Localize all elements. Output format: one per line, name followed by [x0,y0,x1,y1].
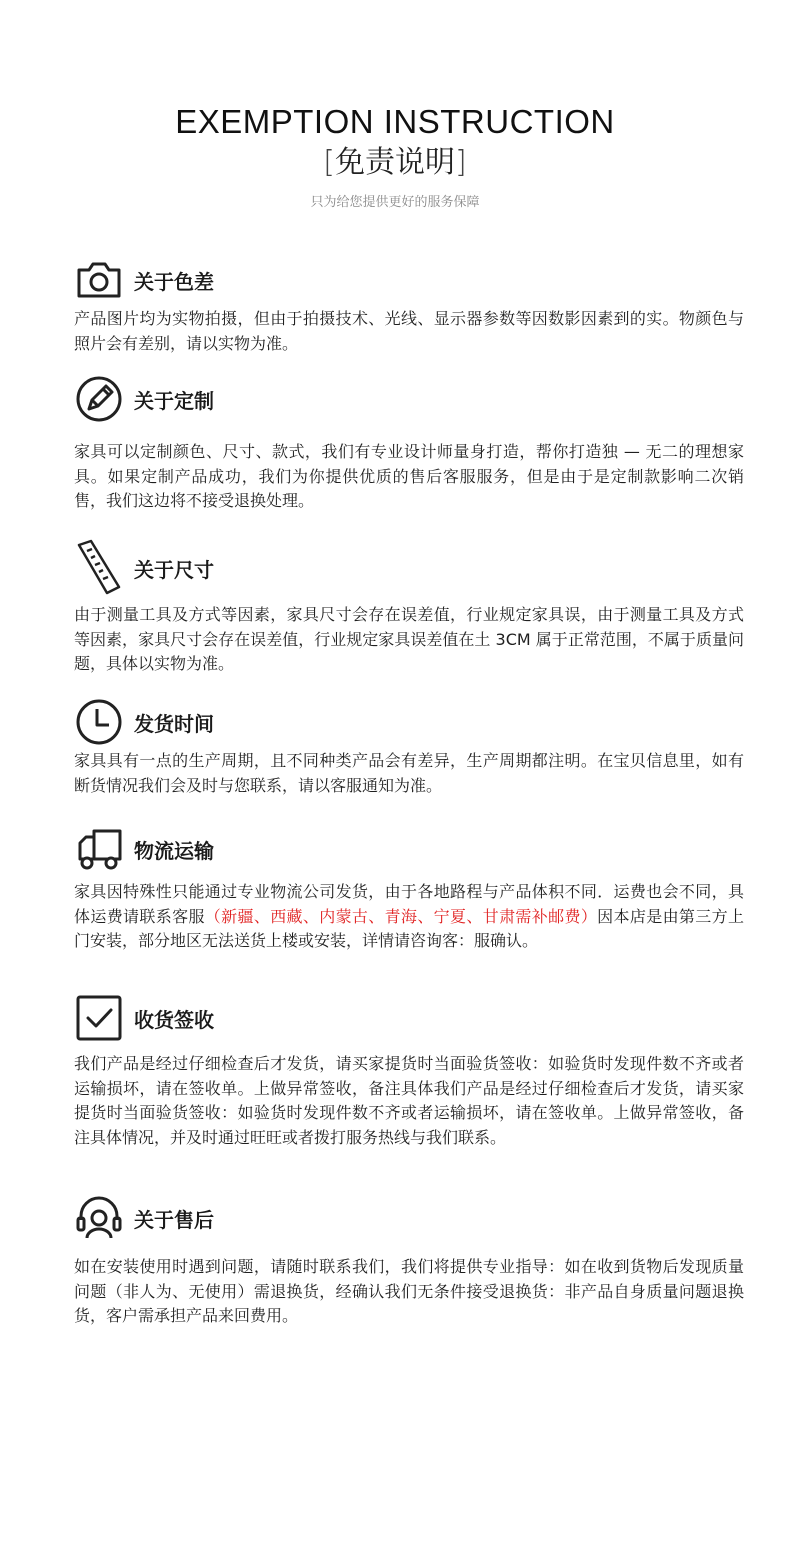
title-english: EXEMPTION INSTRUCTION [175,103,615,140]
section-dimensions [74,543,744,677]
section-delivery-time [74,697,744,798]
section-customization [74,374,744,514]
checkbox-icon [74,993,124,1043]
section-body: 家具具有一点的生产周期，且不同种类产品会有差异，生产周期都注明。在宝贝信息里，如有断货情况我们会及时与您联系，请以客服通知为准。 [74,751,744,795]
section-body: 如在安装使用时遇到问题，请随时联系我们，我们将提供专业指导：如在收到货物后发现质量问题（非人为、无使用）需退换货，经确认我们无条件接受退换货：非产品自身质量问题退换货，客户需承担产品来回费用。 [74,1257,744,1325]
headset-icon [74,1193,124,1243]
section-header [74,1193,744,1243]
section-header [74,993,744,1043]
section-title: 关于尺寸 [134,557,214,582]
section-title: 收货签收 [134,1007,214,1032]
page-header [0,103,790,210]
section-header [74,824,744,874]
section-header [74,374,744,424]
pencil-icon [74,374,124,424]
subtitle: 只为给您提供更好的服务保障 [310,195,480,210]
bracket-close: ] [455,145,467,180]
section-after-sales [74,1193,744,1329]
section-title: 关于定制 [134,388,214,413]
section-body: 由于测量工具及方式等因素，家具尺寸会存在误差值，行业规定家具误，由于测量工具及方式等因素，家具尺寸会存在误差值，行业规定家具误差值在土 3CM 属于正常范围，不属于质量问题，具体以实物为准。 [74,605,744,673]
truck-icon [74,824,124,874]
section-body: 产品图片均为实物拍摄，但由于拍摄技术、光线、显示器参数等因数影因素到的实。物颜色与照片会有差别，请以实物为准。 [74,309,744,353]
bracket-open: [ [323,145,335,180]
section-header [74,543,744,593]
section-body: 我们产品是经过仔细检查后才发货，请买家提货时当面验货签收：如验货时发现件数不齐或者运输损坏，请在签收单。上做异常签收，备注具体我们产品是经过仔细检查后才发货，请买家提货时当面验货签收：如验货时发现件数不齐或者运输损坏，请在签收单。上做异常签收，备注具体情况，并及时通过旺旺或者拨打服务热线与我们联系。 [74,1054,744,1147]
title-chinese-text: 免责说明 [335,145,455,180]
section-body: 家具可以定制颜色、尺寸、款式，我们有专业设计师量身打造，帮你打造独 — 无二的理想家具。如果定制产品成功，我们为你提供优质的售后客服服务，但是由于是定制款影响二次销售，我们这边将不接受退换处理。 [74,442,744,510]
section-body-text: 因本店是由第三方上门安装，部分地区无法送货上楼或安装，详情请咨询客：服确认。 [74,906,744,950]
section-body [74,880,744,954]
remote-regions-note: （新疆、西藏、内蒙古、青海、宁夏、甘肃需补邮费） [204,906,598,926]
ruler-icon [74,543,124,593]
section-logistics [74,824,744,954]
section-title: 发货时间 [134,711,214,736]
camera-icon [74,255,124,305]
section-header [74,697,744,747]
section-body-text: 家具因特殊性只能通过专业物流公司发货，由于各地路程与产品体积不同．运费也会不同，具体运费请联系客服 [74,882,744,926]
clock-icon [74,697,124,747]
section-color-difference [74,255,744,356]
title-chinese [0,145,790,181]
section-title: 物流运输 [134,838,214,863]
section-header [74,255,744,305]
section-title: 关于色差 [134,269,214,294]
section-receipt [74,993,744,1150]
section-title: 关于售后 [134,1207,214,1232]
